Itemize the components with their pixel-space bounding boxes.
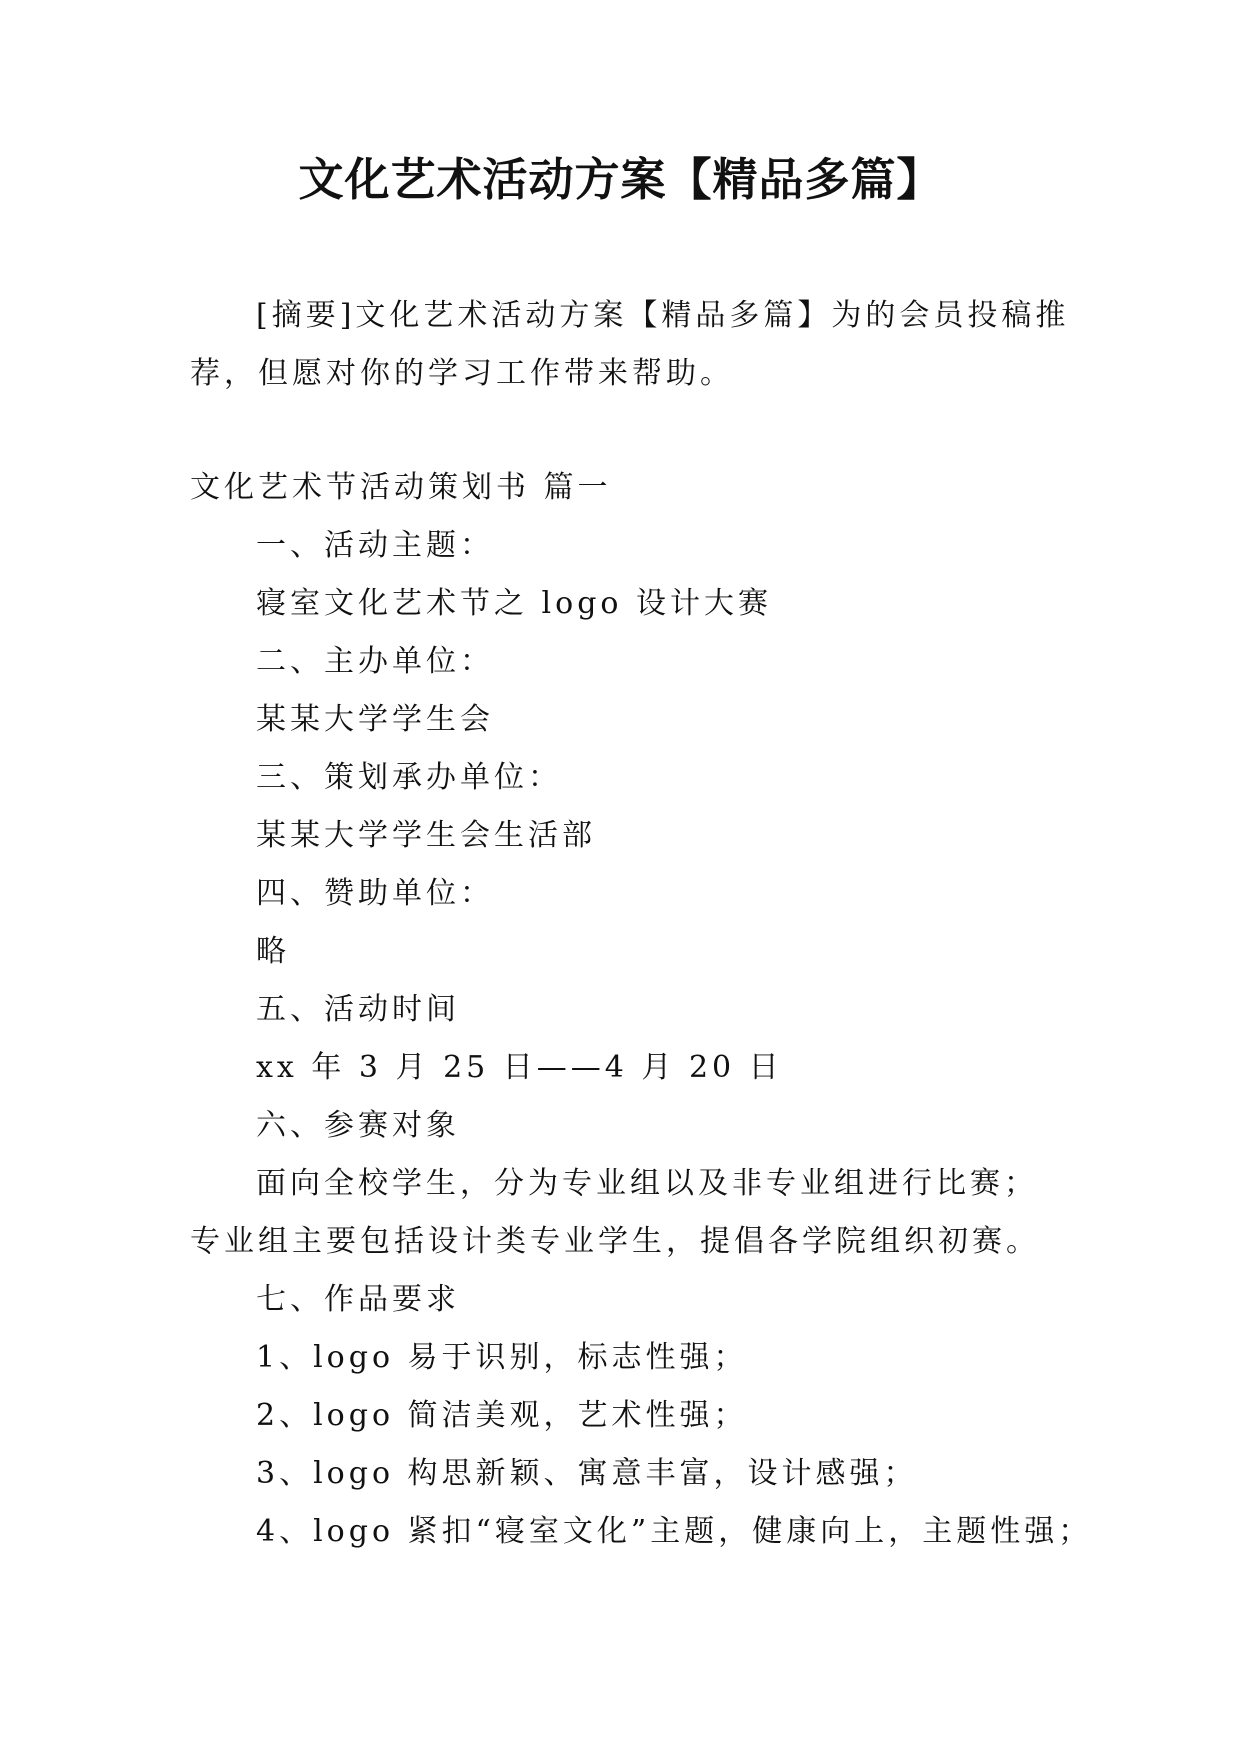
- requirement-item: 2、logo 简洁美观，艺术性强；: [256, 1398, 748, 1433]
- section-heading: 文化艺术节活动策划书 篇一: [190, 470, 612, 505]
- list-item: 六、参赛对象: [256, 1108, 460, 1143]
- list-item: 三、策划承办单位：: [256, 760, 562, 795]
- section-body: [190, 459, 1093, 1561]
- list-item: 四、赞助单位：: [256, 876, 494, 911]
- requirement-item: 4、logo 紧扣“寝室文化”主题，健康向上，主题性强；: [256, 1514, 1093, 1549]
- requirement-item: 3、logo 构思新颖、寓意丰富，设计感强；: [256, 1456, 918, 1491]
- list-item: 寝室文化艺术节之 logo 设计大赛: [256, 586, 772, 621]
- list-item: 某某大学学生会: [256, 702, 494, 737]
- list-item: 某某大学学生会生活部: [256, 818, 596, 853]
- list-item: 一、活动主题：: [256, 528, 494, 563]
- participants-paragraph: 面向全校学生，分为专业组以及非专业组进行比赛；专业组主要包括设计类专业学生，提倡各学院组织初赛。: [190, 1166, 1040, 1259]
- list-item: 二、主办单位：: [256, 644, 494, 679]
- list-item: xx 年 3 月 25 日——4 月 20 日: [256, 1050, 783, 1085]
- document-title: 文化艺术活动方案【精品多篇】: [298, 153, 943, 206]
- list-item: 略: [256, 934, 290, 969]
- requirement-item: 1、logo 易于识别，标志性强；: [256, 1340, 748, 1375]
- requirements-heading: 七、作品要求: [256, 1282, 460, 1317]
- list-item: 五、活动时间: [256, 992, 460, 1027]
- abstract-paragraph: [摘要]文化艺术活动方案【精品多篇】为的会员投稿推荐，但愿对你的学习工作带来帮助。: [190, 298, 1070, 391]
